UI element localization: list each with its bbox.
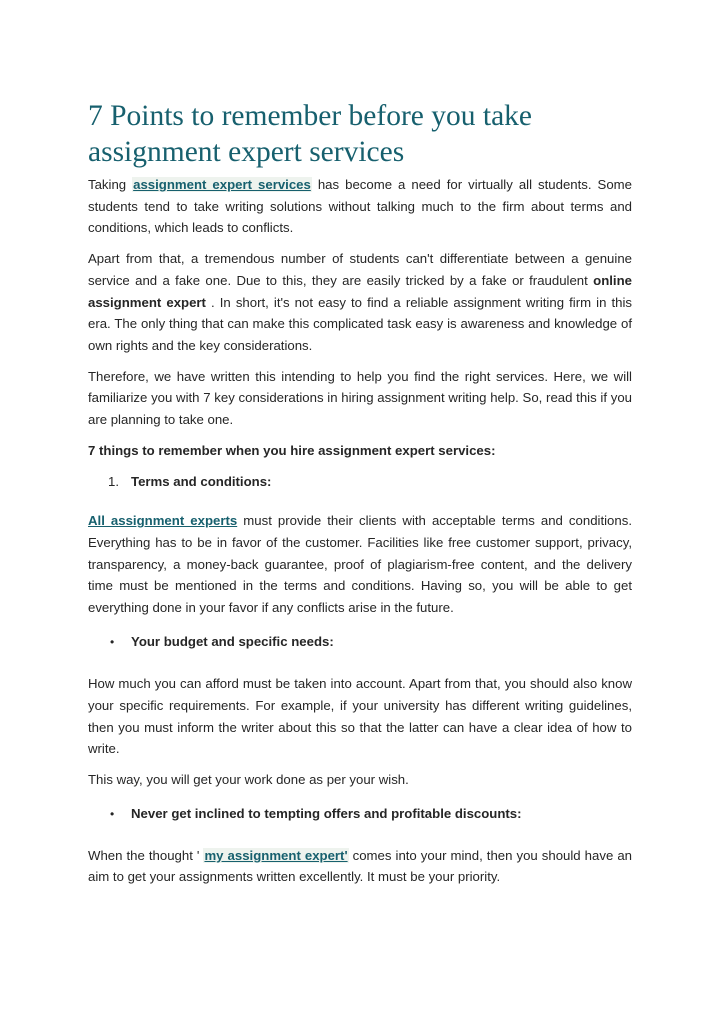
list-item-label: Terms and conditions: [131,474,272,490]
list-item-budget [88,631,632,654]
terms-text: must provide their clients with acceptable terms and conditions. Everything has to be in favor of the customer. Facilities like free customer support, privacy, transparency, a money-back guarantee, proof of plagiarism-free content, and the delivery time must be mentioned in the terms and conditions. Having so, you will be able to get everything done in your favor if any conflicts arise in the future. [88,513,632,615]
list-item-terms [88,471,632,493]
second-text-start: Apart from that, a tremendous number of students can't differentiate between a genuine service and a fake one. Due to this, they are easily tricked by a fake or fraudulent [88,251,632,288]
wish-paragraph: This way, you will get your work done as per your wish. [88,772,409,788]
intro-text-end: has become a need for virtually all students. Some students tend to take writing solutions without talking much to the firm about terms and conditions, which leads to conflicts. [88,177,632,236]
list-item-label: Never get inclined to tempting offers and profitable discounts: [131,805,522,821]
second-paragraph [88,248,632,357]
intro-text-start: Taking [88,177,133,192]
terms-paragraph [88,510,632,619]
list-heading: 7 things to remember when you hire assignment expert services: [88,442,496,458]
closing-paragraph [88,845,632,888]
all-assignment-experts-link[interactable]: All assignment experts [88,513,238,529]
list-number: 1. [108,474,119,490]
list-item-offers [88,803,632,826]
page-title: 7 Points to remember before you take assignment expert services [88,100,533,168]
closing-text-end: comes into your mind, then you should have an aim to get your assignments written excellently. It must be your priority. [88,847,632,885]
list-item-label: Your budget and specific needs: [131,633,334,649]
budget-paragraph: How much you can afford must be taken into account. Apart from that, you should also know your specific requirements. For example, if your university has different writing guidelines, then you must inform the writer about this so that the latter can have a clear idea of how to write. [88,676,632,757]
second-text-end: . In short, it's not easy to find a reliable assignment writing firm in this era. The only thing that can make this complicated task easy is awareness and knowledge of own rights and the key considerations. [88,294,633,353]
online-assignment-expert-bold: online assignment expert [88,272,632,310]
bullet-icon: • [110,634,115,649]
closing-text-start: When the thought ' [88,847,204,863]
intro-paragraph [88,174,632,239]
my-assignment-expert-link[interactable]: my assignment expert' [204,847,348,863]
third-paragraph: Therefore, we have written this intending to help you find the right services. Here, we will familiarize you with 7 key considerations in hiring assignment writing help. So, read this if you are planning to take one. [88,368,632,428]
bullet-icon: • [110,806,115,821]
assignment-expert-services-link[interactable]: assignment expert services [133,177,311,192]
